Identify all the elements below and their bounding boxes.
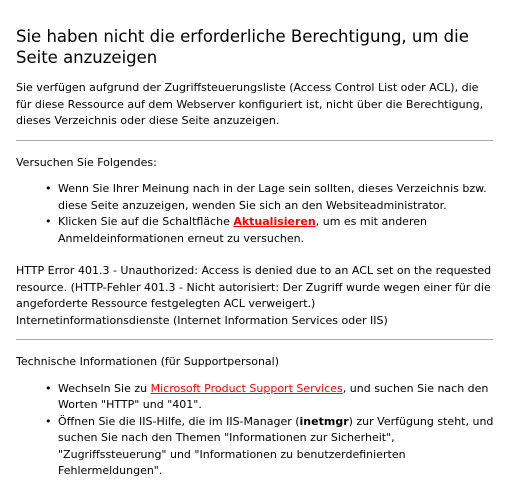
bullet-icon: • [45, 215, 52, 228]
list-item [45, 181, 494, 214]
bullet-icon: • [45, 414, 52, 428]
try-bullet-2-before: Klicken Sie auf die Schaltfläche [58, 215, 234, 228]
list-item [45, 414, 494, 480]
tech-bullet-2-before: Öffnen Sie die IIS-Hilfe, die im IIS-Manager ( [58, 414, 300, 428]
support-services-link[interactable]: Microsoft Product Support Services [150, 381, 343, 395]
try-bullet-2-after: , um es mit anderen Anmeldeinformationen erneut zu versuchen. [58, 215, 427, 245]
error-block [16, 263, 494, 329]
list-item [45, 381, 494, 414]
divider-bottom [16, 339, 493, 340]
inetmgr-text: inetmgr [299, 414, 349, 428]
bullet-icon: • [45, 182, 52, 195]
tech-bullet-1-before: Wechseln Sie zu [58, 381, 151, 395]
divider-top [16, 140, 493, 141]
tech-bullet-2-after: ) zur Verfügung steht, und suchen Sie nach den Themen "Informationen zur Sicherheit", "Zugriffssteuerung" und "Informationen zu benutzerdefinierten Fehlermeldungen". [58, 414, 494, 477]
error-line: HTTP Error 401.3 - Unauthorized: Access is denied due to an ACL set on the requested resource. (HTTP-Fehler 401.3 - Nicht autorisiert: Der Zugriff wurde wegen einer für die angeforderte Ressource festgelegten ACL verweigert.) [16, 264, 492, 310]
service-line: Internetinformationsdienste (Internet Information Services oder IIS) [16, 313, 388, 327]
tech-list [16, 381, 494, 480]
try-section-label: Versuchen Sie Folgendes: [16, 155, 157, 169]
tech-section-label: Technische Informationen (für Supportpersonal) [16, 355, 280, 368]
list-item [45, 214, 494, 247]
intro-text: Sie verfügen aufgrund der Zugriffsteuerungsliste (Access Control List oder ACL), die für diese Ressource auf dem Webserver konfiguriert ist, nicht über die Berechtigung, dieses Verzeichnis oder diese Seite anzuzeigen. [16, 81, 484, 127]
refresh-link[interactable]: Aktualisieren [233, 215, 316, 228]
try-bullet-1-text: Wenn Sie Ihrer Meinung nach in der Lage sein sollten, dieses Verzeichnis bzw. diese Seite anzuzeigen, wenden Sie sich an den Websiteadministrator. [58, 182, 487, 212]
tech-bullet-1-after: , und suchen Sie nach den Worten "HTTP" und "401". [58, 381, 489, 411]
try-list [16, 181, 494, 247]
page-title: Sie haben nicht die erforderliche Berechtigung, um die Seite anzuzeigen [16, 27, 469, 67]
bullet-icon: • [45, 381, 52, 395]
